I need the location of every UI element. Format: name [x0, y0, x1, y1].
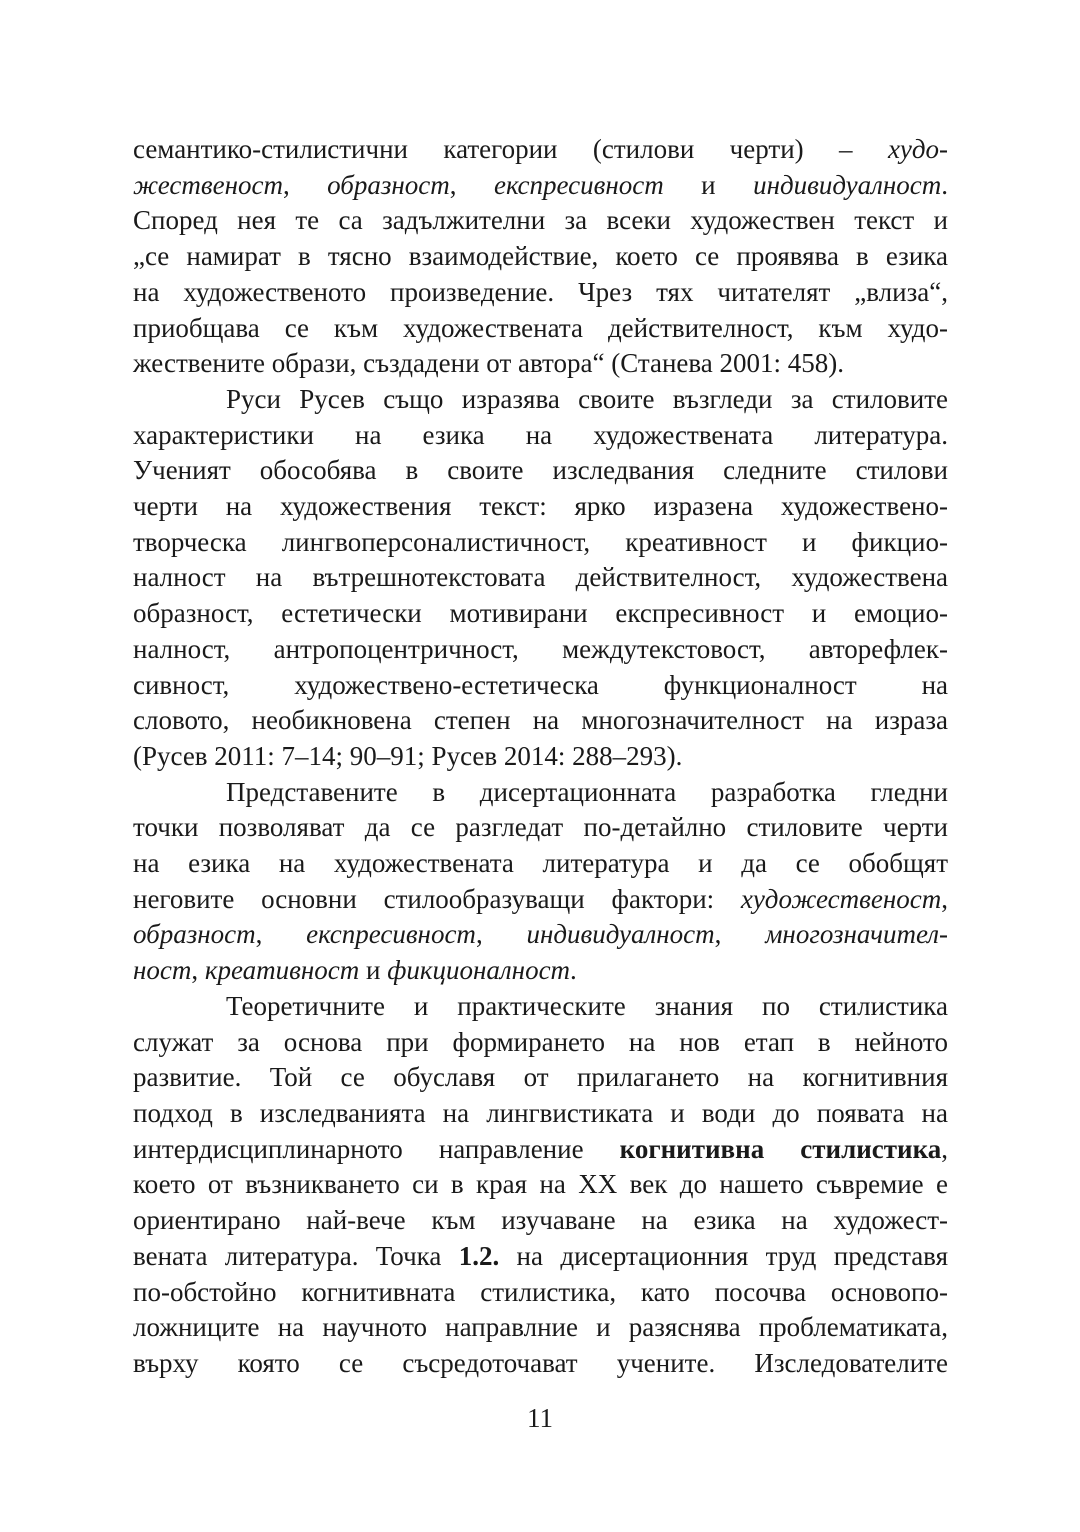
text-run: жествените образи, създадени от автора“ (Станева 2001: 458).: [133, 348, 845, 379]
italic-term: многозначител-: [765, 919, 949, 950]
text-run: интердисциплинарното направление: [133, 1133, 620, 1164]
text-run: ,: [714, 919, 766, 950]
text-line: [133, 1096, 948, 1132]
text-run: Руси Русев също изразява своите възгледи за стиловите: [226, 383, 948, 414]
text-run: семантико-стилистични категории (стилови черти) –: [133, 134, 888, 164]
text-run: ,: [449, 169, 494, 200]
text-line: [133, 632, 948, 668]
italic-term: худо-: [887, 134, 948, 164]
italic-term: жественост: [133, 169, 283, 200]
text-line: [133, 989, 948, 1025]
text-line: [133, 668, 948, 704]
text-run: подход в изследванията на лингвистиката и води до появата на: [133, 1097, 948, 1128]
text-run: на художественото произведение. Чрез тях читателят „влиза“,: [133, 276, 948, 307]
text-run: налност, антропоцентричност, междутекстовост, авторефлек-: [133, 633, 948, 664]
page-number: 11: [527, 1403, 553, 1433]
italic-term: образност: [133, 919, 256, 950]
italic-term: индивидуалност: [753, 169, 942, 200]
text-line: [133, 489, 948, 525]
text-line: [133, 1346, 948, 1382]
text-run: ,: [941, 883, 948, 914]
text-line: [133, 525, 948, 561]
italic-term: фикционалност: [387, 955, 571, 986]
text-run: приобщава се към художествената действителност, към худо-: [133, 312, 948, 343]
text-run: налност на вътрешнотекстовата действителност, художествена: [133, 562, 948, 593]
text-line: [133, 1239, 948, 1275]
text-line: [133, 882, 948, 918]
text-run: .: [570, 955, 577, 986]
text-run: ,: [475, 919, 527, 950]
text-line: [133, 275, 948, 311]
bold-term: когнитивна стилистика: [619, 1133, 942, 1164]
text-line: [133, 1025, 948, 1061]
text-run: развитие. Той се обуславя от прилагането на когнитивния: [133, 1062, 948, 1093]
text-line: [133, 917, 948, 953]
text-run: ,: [191, 955, 205, 986]
text-run: точки позволяват да се разгледат по-детайлно стиловите черти: [133, 812, 948, 843]
text-line: [133, 1060, 948, 1096]
text-line: [133, 239, 948, 275]
text-run: което от възникването си в края на XX век до нашето съвремие е: [133, 1169, 948, 1200]
text-run: и: [359, 955, 388, 986]
page-body: [133, 132, 948, 1382]
paragraph: [133, 775, 948, 989]
text-run: ,: [282, 169, 328, 200]
text-run: Теоретичните и практическите знания по стилистика: [226, 990, 948, 1021]
text-run: ориентирано най-вече към изучаване на езика на художест-: [133, 1205, 948, 1236]
text-run: черти на художествения текст: ярко изразена художествено-: [133, 491, 948, 522]
text-run: върху която се съсредоточават учените. Изследователите: [133, 1347, 948, 1378]
text-run: неговите основни стилообразуващи фактори:: [133, 883, 741, 914]
paragraph: [133, 989, 948, 1382]
text-line: [133, 1203, 948, 1239]
text-run: по-обстойно когнитивната стилистика, като посочва основопо-: [133, 1276, 948, 1307]
text-run: на дисертационния труд представя: [499, 1240, 948, 1271]
text-run: Ученият обособява в своите изследвания следните стилови: [133, 455, 948, 486]
text-line: [133, 1275, 948, 1311]
italic-term: експресивност: [306, 919, 476, 950]
text-run: (Русев 2011: 7–14; 90–91; Русев 2014: 288–293).: [133, 740, 683, 771]
text-line: [133, 596, 948, 632]
text-line: [133, 346, 948, 382]
text-line: [133, 560, 948, 596]
text-run: ложниците на научното направлние и разяснява проблематиката,: [133, 1312, 948, 1343]
text-line: [133, 703, 948, 739]
text-line: [133, 739, 948, 775]
text-run: ,: [941, 1133, 948, 1164]
text-line: [133, 775, 948, 811]
text-line: [133, 168, 948, 204]
text-line: [133, 1310, 948, 1346]
italic-term: образност: [327, 169, 450, 200]
paragraph: [133, 132, 948, 382]
text-line: [133, 418, 948, 454]
text-run: образност, естетически мотивирани експресивност и емоцио-: [133, 598, 948, 629]
italic-term: експресивност: [493, 169, 664, 200]
text-run: Представените в дисертационната разработка гледни: [226, 776, 948, 807]
text-run: „се намират в тясно взаимодействие, което се проявява в езика: [133, 241, 948, 272]
bold-term: 1.2.: [458, 1240, 500, 1271]
text-line: [133, 1167, 948, 1203]
text-line: [133, 1132, 948, 1168]
text-line: [133, 453, 948, 489]
text-run: вената литература. Точка: [133, 1240, 459, 1271]
text-line: [133, 203, 948, 239]
italic-term: художественост: [740, 883, 942, 914]
text-line: [133, 382, 948, 418]
text-run: служат за основа при формирането на нов етап в нейното: [133, 1026, 948, 1057]
italic-term: ност: [133, 955, 192, 986]
text-run: творческа лингвоперсоналистичност, креативност и фикцио-: [133, 526, 948, 557]
text-run: словото, необикновена степен на многозначителност на израза: [133, 705, 948, 736]
text-line: [133, 846, 948, 882]
text-run: на езика на художествената литература и да се обобщят: [133, 848, 948, 879]
italic-term: креативност: [204, 955, 360, 986]
paragraph: [133, 382, 948, 775]
text-run: Според нея те са задължителни за всеки художествен текст и: [133, 205, 948, 236]
text-run: ,: [255, 919, 307, 950]
text-line: [133, 810, 948, 846]
text-line: [133, 953, 948, 989]
text-run: характеристики на езика на художествената литература.: [133, 419, 948, 450]
text-line: [133, 132, 948, 168]
italic-term: индивидуалност: [526, 919, 715, 950]
text-run: .: [941, 169, 949, 200]
text-run: сивност, художествено-естетическа функционалност на: [133, 669, 948, 700]
text-run: и: [663, 169, 754, 200]
text-line: [133, 311, 948, 347]
